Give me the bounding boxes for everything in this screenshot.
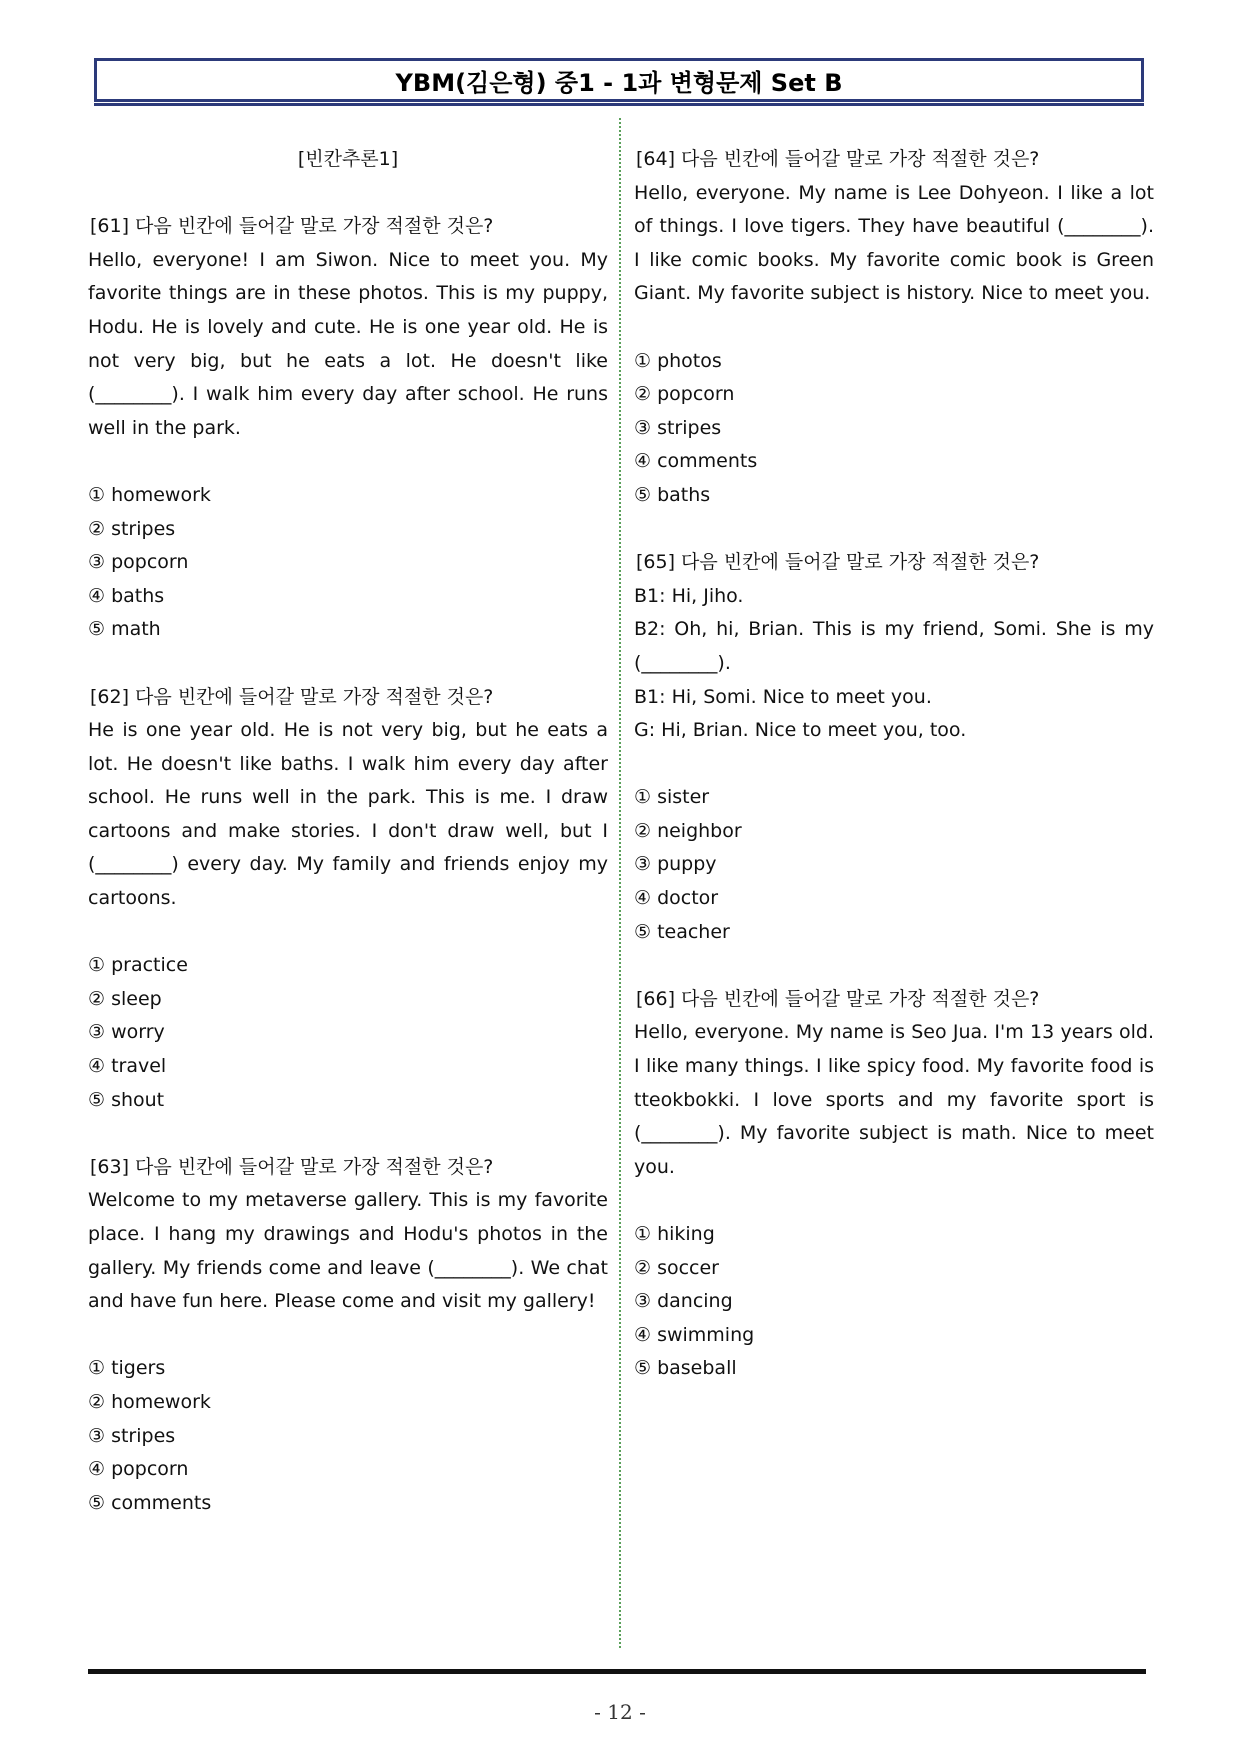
question-prompt: [62] 다음 빈칸에 들어갈 말로 가장 적절한 것은? (90, 685, 494, 708)
option-4: ④ swimming (634, 1323, 755, 1346)
option-2: ② neighbor (634, 819, 742, 842)
option-4: ④ comments (634, 450, 758, 473)
option-1: ① homework (88, 483, 211, 506)
question-prompt: [61] 다음 빈칸에 들어갈 말로 가장 적절한 것은? (90, 215, 494, 238)
question-62 (88, 681, 608, 1118)
dialogue-line: G: Hi, Brian. Nice to meet you, too. (634, 719, 967, 742)
option-1: ① hiking (634, 1223, 715, 1245)
title-underline (94, 103, 1144, 106)
footer-rule (88, 1669, 1146, 1674)
option-3: ③ puppy (634, 853, 717, 876)
question-passage: Welcome to my metaverse gallery. This is my favorite place. I hang my drawings and Hodu's photos in the gallery. My friends come and leave (________). We chat and have fun here. Please come and visit my gallery! (88, 1189, 608, 1313)
question-passage: Hello, everyone. My name is Seo Jua. I'm 13 years old. I like many things. I like spicy food. My favorite food is tteokbokki. I love sports and my favorite sport is (________). My favorite subject is math. Nice to meet you. (634, 1021, 1154, 1178)
question-prompt: [65] 다음 빈칸에 들어갈 말로 가장 적절한 것은? (636, 551, 1040, 574)
option-5: ⑤ comments (88, 1491, 212, 1514)
option-2: ② popcorn (634, 383, 735, 406)
question-passage: Hello, everyone! I am Siwon. Nice to meet you. My favorite things are in these photos. This is my puppy, Hodu. He is lovely and cute. He is one year old. He is not very big, but he eats a lot. He doesn't like (________). I walk him every day after school. He runs well in the park. (88, 248, 608, 439)
option-5: ⑤ baths (634, 483, 711, 506)
option-1: ① sister (634, 786, 710, 809)
question-61 (88, 210, 608, 647)
option-4: ④ baths (88, 584, 165, 607)
option-4: ④ popcorn (88, 1458, 189, 1481)
option-1: ① photos (634, 349, 722, 372)
option-5: ⑤ math (88, 618, 161, 641)
section-title: [빈칸추론1] (297, 148, 399, 170)
option-3: ③ stripes (88, 1424, 176, 1447)
option-3: ③ popcorn (88, 551, 189, 574)
dialogue-line: B2: Oh, hi, Brian. This is my friend, Somi. She is my (________). (634, 618, 1154, 674)
option-2: ② soccer (634, 1256, 719, 1279)
option-5: ⑤ shout (88, 1088, 165, 1111)
question-prompt: [66] 다음 빈칸에 들어갈 말로 가장 적절한 것은? (636, 987, 1040, 1010)
question-passage: Hello, everyone. My name is Lee Dohyeon. I like a lot of things. I love tigers. They have beautiful (________). I like comic books. My favorite comic book is Green Giant. My favorite subject is history. Nice to meet you. (634, 181, 1154, 305)
document-title-text: YBM(김은형) 중1 - 1과 변형문제 Set B (395, 68, 843, 97)
option-4: ④ doctor (634, 887, 719, 910)
right-column (634, 143, 1154, 1386)
dialogue-line: B1: Hi, Somi. Nice to meet you. (634, 685, 932, 708)
option-3: ③ dancing (634, 1290, 733, 1313)
question-63 (88, 1151, 608, 1521)
option-1: ① tigers (88, 1357, 166, 1380)
option-3: ③ worry (88, 1021, 165, 1044)
page-number: - 12 - (594, 1700, 646, 1724)
question-prompt: [64] 다음 빈칸에 들어갈 말로 가장 적절한 것은? (636, 148, 1040, 170)
question-65 (634, 546, 1154, 949)
question-66 (634, 983, 1154, 1386)
option-5: ⑤ teacher (634, 920, 730, 943)
option-2: ② sleep (88, 987, 162, 1010)
option-4: ④ travel (88, 1055, 167, 1078)
column-divider (619, 118, 621, 1648)
document-title (94, 58, 1144, 102)
question-prompt: [63] 다음 빈칸에 들어갈 말로 가장 적절한 것은? (90, 1155, 494, 1178)
dialogue-line: B1: Hi, Jiho. (634, 584, 744, 607)
question-passage: He is one year old. He is not very big, but he eats a lot. He doesn't like baths. I walk him every day after school. He runs well in the park. This is me. I draw cartoons and make stories. I don't draw well, but I (________) every day. My family and friends enjoy my cartoons. (88, 719, 608, 910)
question-64 (634, 143, 1154, 513)
option-5: ⑤ baseball (634, 1357, 737, 1380)
option-2: ② stripes (88, 517, 176, 540)
option-1: ① practice (88, 954, 188, 977)
option-3: ③ stripes (634, 416, 722, 439)
option-2: ② homework (88, 1390, 211, 1413)
left-column (88, 143, 608, 1520)
